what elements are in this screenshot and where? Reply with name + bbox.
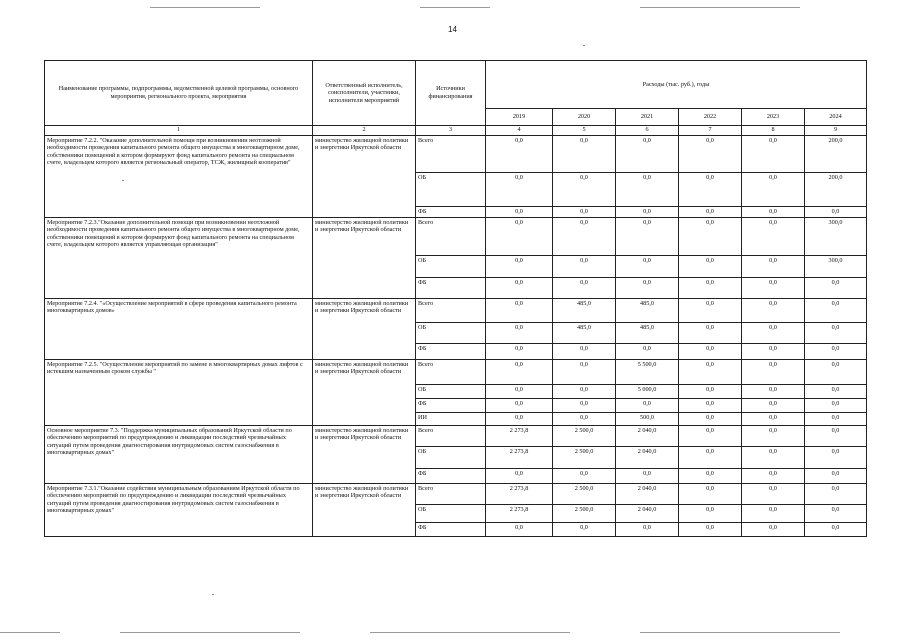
column-number: 4: [486, 126, 553, 136]
expense-value: 200,0: [805, 172, 867, 206]
measure-name: Мероприятие 7.2.2. "Оказание дополнительной помощи при возникновении неотложной необходимости проведения капитального ремонта общего имущества в многоквартирном доме, собственники помещений в котором формируют фонд капитального ремонта на специальном счете, владельцем которого является региональный оператор, ТСЖ, жилищный кооператив": [45, 135, 313, 217]
funding-source: Всего: [416, 425, 486, 446]
header-year: 2021: [616, 109, 679, 126]
funding-source: ОБ: [416, 255, 486, 277]
measure-executor: министерство жилищной политики и энергетики Иркутской области: [313, 135, 416, 217]
header-year: 2020: [553, 109, 616, 126]
table-row: [45, 217, 867, 255]
expense-value: 0,0: [742, 217, 805, 255]
expense-value: 0,0: [742, 359, 805, 384]
column-number: 7: [679, 126, 742, 136]
expense-value: 2 273,8: [486, 483, 553, 504]
expense-value: 0,0: [486, 412, 553, 425]
bottom-edge-line: [370, 632, 570, 633]
expense-value: 0,0: [553, 412, 616, 425]
column-number: 9: [805, 126, 867, 136]
expense-value: 0,0: [742, 172, 805, 206]
table-body: [45, 135, 867, 536]
measure-name: Мероприятие 7.2.4. "«Осуществление мероприятий в сфере проведения капитального ремонта многоквартирных домов»: [45, 298, 313, 359]
expense-value: 0,0: [616, 255, 679, 277]
column-number: 3: [416, 126, 486, 136]
column-number: 8: [742, 126, 805, 136]
header-name: Наименование программы, подпрограммы, ведомственной целевой программы, основного мероприятия, регионального проекта, мероприятия: [45, 61, 313, 126]
expense-value: 0,0: [805, 322, 867, 343]
expense-value: 0,0: [742, 277, 805, 298]
expense-value: 0,0: [742, 298, 805, 322]
expense-value: 200,0: [805, 135, 867, 172]
expense-value: 0,0: [486, 384, 553, 398]
expense-value: 0,0: [805, 522, 867, 536]
expense-value: 0,0: [679, 217, 742, 255]
expense-value: 2 040,0: [616, 446, 679, 468]
expense-value: 0,0: [486, 298, 553, 322]
expense-value: 0,0: [679, 522, 742, 536]
expense-value: 0,0: [486, 343, 553, 359]
expense-value: 0,0: [805, 298, 867, 322]
expense-value: 0,0: [805, 398, 867, 412]
expense-value: 0,0: [742, 468, 805, 483]
expense-value: 300,0: [805, 217, 867, 255]
expense-value: 0,0: [679, 425, 742, 446]
expense-value: 0,0: [553, 277, 616, 298]
table-row: [45, 359, 867, 384]
measure-executor: министерство жилищной политики и энергетики Иркутской области: [313, 483, 416, 536]
expense-value: 0,0: [486, 135, 553, 172]
expense-value: 2 500,0: [553, 446, 616, 468]
header-year: 2023: [742, 109, 805, 126]
expense-value: 0,0: [616, 343, 679, 359]
expense-value: 0,0: [486, 277, 553, 298]
expense-value: 0,0: [553, 468, 616, 483]
expense-value: 0,0: [805, 483, 867, 504]
expense-value: 2 500,0: [553, 425, 616, 446]
expense-value: 0,0: [742, 322, 805, 343]
top-edge-line: [150, 7, 260, 8]
expense-value: 0,0: [486, 206, 553, 217]
bottom-edge-line: [0, 632, 60, 633]
funding-source: Всего: [416, 298, 486, 322]
expense-value: 0,0: [679, 277, 742, 298]
expense-value: 0,0: [679, 255, 742, 277]
expense-value: 2 273,8: [486, 504, 553, 522]
expense-value: 0,0: [805, 468, 867, 483]
expense-value: 2 273,8: [486, 425, 553, 446]
expense-value: 0,0: [679, 298, 742, 322]
expense-value: 0,0: [742, 522, 805, 536]
expense-value: 0,0: [679, 206, 742, 217]
top-edge-line: [420, 7, 490, 8]
expense-value: 0,0: [805, 446, 867, 468]
bottom-edge-line: [640, 632, 840, 633]
expense-value: 0,0: [742, 504, 805, 522]
expense-value: 0,0: [553, 217, 616, 255]
table-row: [45, 483, 867, 504]
expense-value: 0,0: [742, 206, 805, 217]
expense-value: 0,0: [805, 384, 867, 398]
expense-value: 0,0: [742, 412, 805, 425]
expense-value: 485,0: [616, 298, 679, 322]
scan-speck: [583, 45, 585, 46]
expense-value: 485,0: [553, 298, 616, 322]
expense-value: 0,0: [553, 172, 616, 206]
table-row: [45, 425, 867, 446]
expense-value: 0,0: [742, 135, 805, 172]
expense-value: 0,0: [679, 172, 742, 206]
measure-name: Мероприятие 7.2.5. "Осуществление мероприятий по замене в многоквартирных домах лифтов с истекшим назначенным сроком службы ": [45, 359, 313, 425]
funding-source: ОБ: [416, 504, 486, 522]
funding-source: ОБ: [416, 322, 486, 343]
expense-value: 0,0: [616, 135, 679, 172]
funding-source: ФБ: [416, 522, 486, 536]
funding-source: Всего: [416, 483, 486, 504]
expense-value: 0,0: [679, 359, 742, 384]
header-sources: Источники финансирования: [416, 61, 486, 126]
expense-value: 0,0: [679, 398, 742, 412]
expense-value: 2 040,0: [616, 425, 679, 446]
expense-value: 0,0: [679, 384, 742, 398]
expense-value: 485,0: [616, 322, 679, 343]
funding-source: Всего: [416, 359, 486, 384]
top-edge-line: [640, 7, 800, 8]
funding-source: ФБ: [416, 206, 486, 217]
expense-value: 0,0: [486, 217, 553, 255]
header-year: 2019: [486, 109, 553, 126]
funding-source: ОБ: [416, 384, 486, 398]
table-row: [45, 135, 867, 172]
expense-value: 2 500,0: [553, 504, 616, 522]
measure-executor: министерство жилищной политики и энергетики Иркутской области: [313, 359, 416, 425]
header-expenses: Расходы (тыс. руб.), годы: [486, 61, 867, 109]
expense-value: 0,0: [553, 398, 616, 412]
expense-value: 0,0: [742, 425, 805, 446]
measure-executor: министерство жилищной политики и энергетики Иркутской области: [313, 217, 416, 298]
expense-value: 0,0: [679, 504, 742, 522]
expense-value: 0,0: [616, 217, 679, 255]
expense-value: 500,0: [616, 412, 679, 425]
expense-value: 0,0: [805, 206, 867, 217]
expense-value: 0,0: [553, 206, 616, 217]
expense-value: 0,0: [616, 206, 679, 217]
funding-source: Всего: [416, 217, 486, 255]
column-number: 2: [313, 126, 416, 136]
funding-source: Всего: [416, 135, 486, 172]
funding-source: ОБ: [416, 172, 486, 206]
expense-value: 0,0: [616, 172, 679, 206]
expense-value: 0,0: [486, 359, 553, 384]
column-number: 1: [45, 126, 313, 136]
expense-value: 0,0: [486, 522, 553, 536]
bottom-edge-line: [120, 632, 300, 633]
expense-value: 0,0: [742, 446, 805, 468]
expense-value: 0,0: [679, 446, 742, 468]
expense-value: 0,0: [805, 504, 867, 522]
header-year: 2022: [679, 109, 742, 126]
expense-value: 0,0: [553, 522, 616, 536]
expense-value: 0,0: [616, 522, 679, 536]
expense-value: 0,0: [553, 135, 616, 172]
header-year: 2024: [805, 109, 867, 126]
expense-value: 0,0: [805, 277, 867, 298]
column-number: 5: [553, 126, 616, 136]
funding-source: ФБ: [416, 277, 486, 298]
expense-value: 0,0: [553, 255, 616, 277]
page-number: 14: [448, 25, 457, 34]
expense-value: 0,0: [742, 398, 805, 412]
expense-value: 0,0: [805, 343, 867, 359]
expense-value: 0,0: [805, 359, 867, 384]
expense-value: 2 273,8: [486, 446, 553, 468]
expense-value: 0,0: [679, 468, 742, 483]
expense-value: 0,0: [553, 343, 616, 359]
expense-value: 2 500,0: [553, 483, 616, 504]
column-number-row: [45, 126, 867, 136]
expense-value: 0,0: [486, 322, 553, 343]
expense-value: 0,0: [486, 398, 553, 412]
measure-name: Мероприятие 7.2.3."Оказание дополнительной помощи при возникновении неотложной необходимости проведения капитального ремонта общего имущества в многоквартирном доме, собственники помещений в котором формируют фонд капитального ремонта на специальном счете, владельцем которого является управляющая организация": [45, 217, 313, 298]
expense-value: 5 500,0: [616, 359, 679, 384]
expense-value: 0,0: [679, 135, 742, 172]
column-number: 6: [616, 126, 679, 136]
expense-value: 0,0: [679, 412, 742, 425]
expense-value: 300,0: [805, 255, 867, 277]
expense-value: 485,0: [553, 322, 616, 343]
expense-value: 0,0: [742, 343, 805, 359]
expense-value: 5 000,0: [616, 384, 679, 398]
expense-value: 0,0: [486, 255, 553, 277]
measure-executor: министерство жилищной политики и энергетики Иркутской области: [313, 298, 416, 359]
expense-value: 0,0: [679, 322, 742, 343]
expense-value: 0,0: [553, 384, 616, 398]
expense-value: 0,0: [805, 425, 867, 446]
header-executor: Ответственный исполнитель, соисполнители, участники, исполнители мероприятий: [313, 61, 416, 126]
expense-value: 0,0: [553, 359, 616, 384]
expense-value: 0,0: [805, 412, 867, 425]
expense-value: 0,0: [742, 483, 805, 504]
expense-value: 2 040,0: [616, 483, 679, 504]
measure-name: Основное мероприятие 7.3. "Поддержка муниципальных образований Иркутской области по обеспечению мероприятий по предупреждению и ликвидации последствий чрезвычайных ситуаций путем проведения диагностирования внутридомовых систем газоснабжения в многоквартирных домах": [45, 425, 313, 483]
measure-executor: министерство жилищной политики и энергетики Иркутской области: [313, 425, 416, 483]
table-row: [45, 298, 867, 322]
expense-value: 0,0: [679, 483, 742, 504]
expense-value: 0,0: [486, 468, 553, 483]
funding-source: ОБ: [416, 446, 486, 468]
expense-value: 0,0: [742, 384, 805, 398]
scan-speck: [212, 594, 214, 595]
expense-value: 0,0: [616, 468, 679, 483]
expense-value: 0,0: [679, 343, 742, 359]
expense-value: 0,0: [742, 255, 805, 277]
funding-source: ФБ: [416, 468, 486, 483]
funding-source: ФБ: [416, 398, 486, 412]
funding-source: ИИ: [416, 412, 486, 425]
expense-value: 0,0: [486, 172, 553, 206]
expenses-table: [44, 60, 867, 537]
measure-name: Мероприятие 7.3.1."Оказание содействия муниципальным образованиям Иркутской области по обеспечению мероприятий по предупреждению и ликвидации последствий чрезвычайных ситуаций путем проведения диагностирования внутридомовых систем газоснабжения в многоквартирных домах": [45, 483, 313, 536]
expense-value: 0,0: [616, 398, 679, 412]
expense-value: 2 040,0: [616, 504, 679, 522]
expense-value: 0,0: [616, 277, 679, 298]
funding-source: ФБ: [416, 343, 486, 359]
